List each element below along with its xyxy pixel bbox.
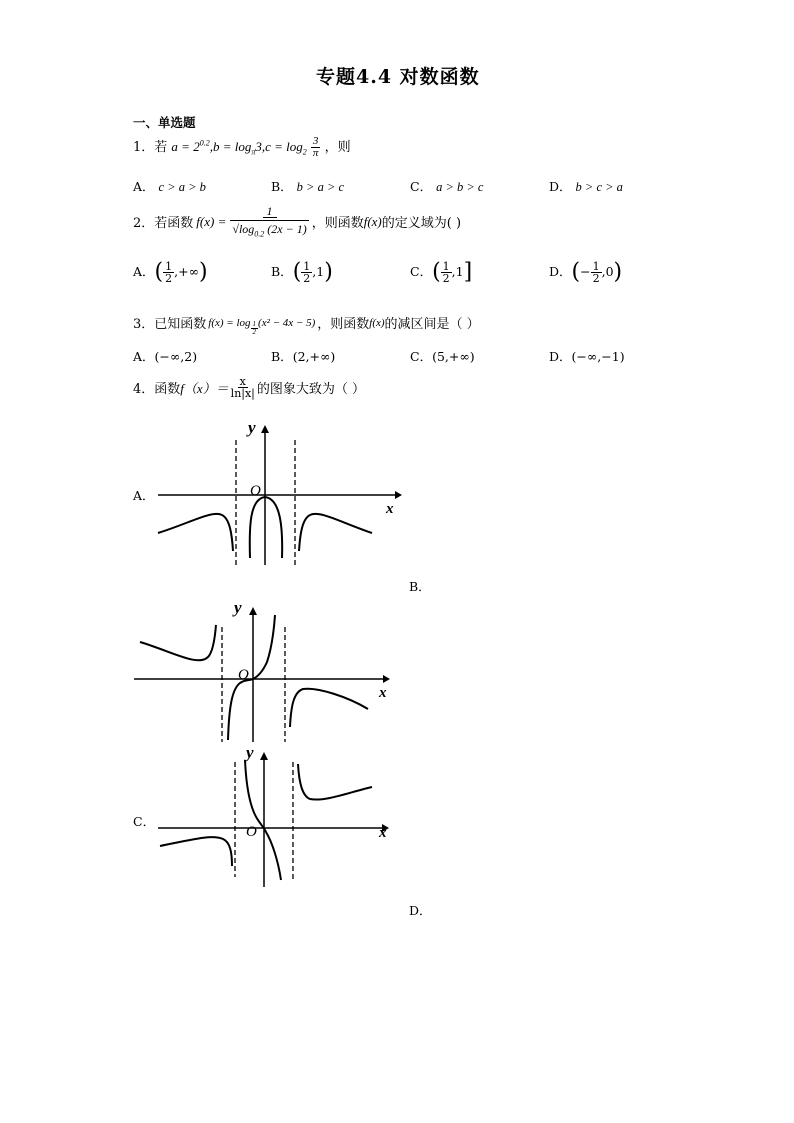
q2-option-a[interactable]: A．( $\frac{1}{2}$ ,+∞) xyxy=(133,259,208,285)
graph-a-origin: O xyxy=(250,483,261,499)
q1-b-arg: 3, xyxy=(255,139,266,154)
q2-tail-b: 的定义域为( ) xyxy=(381,216,462,232)
q3-arg: (x² − 4x − 5) xyxy=(258,316,316,329)
q2-fraction: $\frac{1}{√\log_{0.2} (2x - 1)}$ xyxy=(232,204,307,239)
q2-tail-a: ，则函数 xyxy=(311,216,364,232)
q3-option-d[interactable]: D．(−∞,−1) xyxy=(549,349,625,364)
q3-fx: f(x) = log xyxy=(208,316,251,329)
graph-b-origin: O xyxy=(238,667,249,683)
graph-c-origin: O xyxy=(246,824,257,840)
q4-label-d[interactable]: D． xyxy=(409,903,432,918)
q2-option-d[interactable]: D．(− $\frac{1}{2}$ ,0) xyxy=(549,259,623,285)
q2-fx: f(x) = xyxy=(196,213,227,229)
graph-c-x-label: x xyxy=(379,825,387,841)
q4-graph-b[interactable] xyxy=(128,597,398,747)
q1-b-base: π xyxy=(251,147,256,157)
q3-tail-b: 的减区间是（ ） xyxy=(384,317,480,332)
q3-option-a[interactable]: A．(−∞,2) xyxy=(133,349,198,364)
q1-option-c[interactable]: C． a > b > c xyxy=(410,179,484,194)
q1-number: 1．若 xyxy=(133,140,168,155)
q4-label-c[interactable]: C． xyxy=(133,814,156,829)
q3-option-b[interactable]: B．(2,+∞) xyxy=(271,349,336,364)
q4-graph-c[interactable] xyxy=(150,742,400,892)
q1-option-d[interactable]: D． b > c > a xyxy=(549,179,623,194)
q1-option-b[interactable]: B． b > a > c xyxy=(271,179,345,194)
q4-fraction: $\frac{x}{\ln|x|}$ xyxy=(230,375,255,400)
q2-option-c[interactable]: C．( $\frac{1}{2}$ ,1] xyxy=(410,259,473,285)
q1-c-expr: c = log xyxy=(265,139,303,154)
q1-a-expr: a = 2 xyxy=(171,139,200,154)
graph-b-y-label: y xyxy=(234,598,242,617)
graph-b-x-label: x xyxy=(379,685,387,701)
question-1 xyxy=(133,136,351,159)
graph-a-y-label: y xyxy=(248,418,256,437)
q2-option-b[interactable]: B．( $\frac{1}{2}$ ,1) xyxy=(271,259,333,285)
q1-a-exp: 0.2 xyxy=(199,138,210,148)
graph-c-y-label: y xyxy=(246,743,254,762)
question-4 xyxy=(133,376,365,399)
q3-tail-a: ，则函数 xyxy=(317,317,370,332)
q3-number: 3．已知函数 xyxy=(133,317,207,332)
q1-c-base: 2 xyxy=(302,147,307,157)
q4-tail: 的图象大致为（ ） xyxy=(256,382,366,397)
question-2 xyxy=(133,205,461,238)
q4-label-a[interactable]: A． xyxy=(133,488,155,503)
q3-option-c[interactable]: C．(5,+∞) xyxy=(410,349,475,364)
q1-b-expr: ,b = log xyxy=(209,139,252,154)
q4-graph-a[interactable] xyxy=(150,415,410,570)
q4-number: 4．函数 xyxy=(133,382,181,397)
graph-a-x-label: x xyxy=(386,501,394,517)
q2-number: 2．若函数 xyxy=(133,216,194,232)
question-3 xyxy=(133,309,480,336)
q4-label-b[interactable]: B． xyxy=(409,579,431,594)
q2-tail-fx: f(x) xyxy=(363,213,382,229)
q1-option-a[interactable]: A． c > a > b xyxy=(133,179,206,194)
q1-tail: ，则 xyxy=(324,140,351,155)
q4-fx: f（x）＝ xyxy=(180,381,229,396)
page-title: 专题4.4 对数函数 xyxy=(316,66,480,88)
q1-fraction: $\frac{3}{\pi}$ xyxy=(312,135,319,159)
q3-base: $\frac{1}{2}$ xyxy=(252,320,257,336)
section-heading: 一、单选题 xyxy=(133,115,196,130)
q3-tail-fx: f(x) xyxy=(369,316,385,329)
